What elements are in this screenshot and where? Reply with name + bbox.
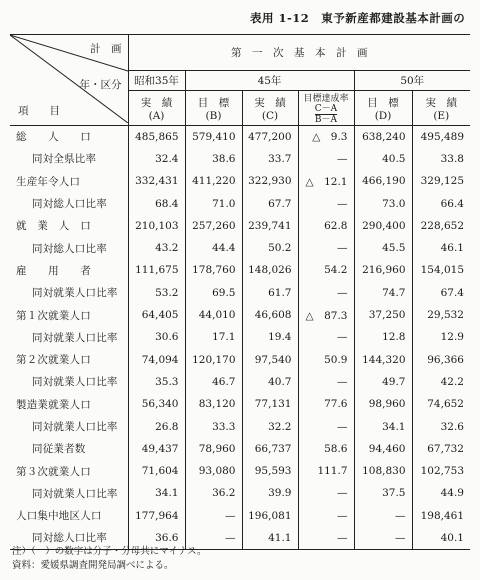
- cell-a: 332,431: [128, 170, 185, 192]
- row-label: 就 業 人 口: [16, 220, 91, 233]
- cell-c: 50.2: [242, 237, 298, 259]
- cell-d: —: [354, 527, 412, 549]
- cell-b: 257,260: [185, 215, 242, 237]
- cell-e: 40.1: [412, 527, 470, 549]
- cell-c: 32.2: [242, 415, 298, 437]
- cell-e: 67,732: [412, 438, 470, 460]
- cell-r: △ 87.3: [298, 304, 354, 326]
- header-col-c-code: (C): [261, 109, 279, 122]
- header-year-45: 45年: [185, 71, 354, 91]
- cell-d: 37,250: [354, 304, 412, 326]
- header-rate-fraction: [315, 104, 337, 125]
- table-row: [10, 460, 470, 482]
- cell-b: 579,410: [185, 126, 242, 148]
- cell-c: 148,026: [242, 259, 298, 281]
- cell-r: △ 9.3: [298, 126, 354, 148]
- table-row: [10, 482, 470, 504]
- header-rate-label: 目標達成率: [303, 94, 349, 104]
- row-label: 雇 用 者: [16, 264, 91, 277]
- header-col-d-type: 目 標: [367, 96, 399, 109]
- row-label: 同対全県比率: [32, 153, 97, 166]
- cell-c: 239,741: [242, 215, 298, 237]
- cell-e: 198,461: [412, 505, 470, 527]
- cell-e: 96,366: [412, 348, 470, 370]
- row-label: 同対就業人口比率: [32, 376, 118, 389]
- cell-e: 154,015: [412, 259, 470, 281]
- cell-b: 44.4: [185, 237, 242, 259]
- cell-b: 46.7: [185, 371, 242, 393]
- header-item-label: 項 目: [18, 105, 60, 117]
- cell-c: 77,131: [242, 393, 298, 415]
- cell-a: 49,437: [128, 438, 185, 460]
- cell-a: 68.4: [128, 192, 185, 214]
- table-row: [10, 438, 470, 460]
- cell-d: 466,190: [354, 170, 412, 192]
- cell-b: 83,120: [185, 393, 242, 415]
- cell-c: 322,930: [242, 170, 298, 192]
- row-label: 同従業者数: [32, 443, 86, 456]
- cell-r: 62.8: [298, 215, 354, 237]
- cell-b: 71.0: [185, 192, 242, 214]
- header-year-class-label: 年・区分: [79, 79, 122, 91]
- header-col-e-code: (E): [433, 109, 450, 122]
- cell-e: 228,652: [412, 215, 470, 237]
- table-body: [10, 126, 470, 550]
- cell-d: 94,460: [354, 438, 412, 460]
- header-year-50: 50年: [354, 71, 470, 91]
- cell-e: 46.1: [412, 237, 470, 259]
- table-row: [10, 304, 470, 326]
- cell-e: 74,652: [412, 393, 470, 415]
- table-row: [10, 237, 470, 259]
- cell-e: 495,489: [412, 126, 470, 148]
- cell-a: 210,103: [128, 215, 185, 237]
- row-label: 第１次就業人口: [16, 309, 91, 322]
- cell-e: 329,125: [412, 170, 470, 192]
- cell-c: 46,608: [242, 304, 298, 326]
- cell-e: 33.8: [412, 148, 470, 170]
- notes: [12, 545, 206, 573]
- row-label: 第２次就業人口: [16, 354, 91, 367]
- cell-r: 58.6: [298, 438, 354, 460]
- cell-r: —: [298, 527, 354, 549]
- cell-r: —: [298, 505, 354, 527]
- cell-c: 196,081: [242, 505, 298, 527]
- cell-c: 33.7: [242, 148, 298, 170]
- row-label: 総 人 口: [16, 131, 91, 144]
- table-row: [10, 415, 470, 437]
- cell-c: 66,737: [242, 438, 298, 460]
- cell-c: 39.9: [242, 482, 298, 504]
- cell-e: 66.4: [412, 192, 470, 214]
- row-label: 同対就業人口比率: [32, 331, 118, 344]
- cell-b: 69.5: [185, 282, 242, 304]
- header-col-e-type: 実 績: [425, 96, 457, 109]
- cell-c: 61.7: [242, 282, 298, 304]
- cell-r: —: [298, 192, 354, 214]
- cell-d: 49.7: [354, 371, 412, 393]
- cell-e: 42.2: [412, 371, 470, 393]
- plan-table: [10, 34, 470, 550]
- row-label: 同対総人口比率: [32, 532, 107, 545]
- table-row: [10, 126, 470, 148]
- cell-a: 36.6: [128, 527, 185, 549]
- cell-c: 97,540: [242, 348, 298, 370]
- cell-c: 95,593: [242, 460, 298, 482]
- table-row: [10, 259, 470, 281]
- cell-c: 40.7: [242, 371, 298, 393]
- table-row: [10, 505, 470, 527]
- cell-a: 30.6: [128, 326, 185, 348]
- cell-d: 12.8: [354, 326, 412, 348]
- cell-d: 108,830: [354, 460, 412, 482]
- cell-r: —: [298, 326, 354, 348]
- cell-d: 98,960: [354, 393, 412, 415]
- header-col-b-code: (B): [205, 109, 222, 122]
- header-rate-numerator: C－A: [314, 104, 338, 114]
- row-label: 同対総人口比率: [32, 242, 107, 255]
- table-row: [10, 282, 470, 304]
- table-row: [10, 371, 470, 393]
- cell-r: —: [298, 148, 354, 170]
- cell-a: 34.1: [128, 482, 185, 504]
- row-label: 同対就業人口比率: [32, 421, 118, 433]
- table-row: [10, 170, 470, 192]
- cell-r: 77.6: [298, 393, 354, 415]
- cell-a: 64,405: [128, 304, 185, 326]
- cell-a: 53.2: [128, 282, 185, 304]
- row-label: 同対就業人口比率: [32, 487, 118, 500]
- row-label: 製造業就業人口: [16, 398, 91, 411]
- table-row: [10, 393, 470, 415]
- cell-r: 54.2: [298, 259, 354, 281]
- cell-r: △ 12.1: [298, 170, 354, 192]
- row-label: 同対総人口比率: [32, 198, 107, 211]
- cell-d: 37.5: [354, 482, 412, 504]
- cell-b: 17.1: [185, 326, 242, 348]
- header-rate-denominator: B－A: [314, 115, 338, 125]
- cell-d: 290,400: [354, 215, 412, 237]
- row-label: 人口集中地区人口: [16, 510, 102, 523]
- cell-b: 33.3: [185, 415, 242, 437]
- cell-e: 29,532: [412, 304, 470, 326]
- cell-c: 477,200: [242, 126, 298, 148]
- header-col-a-code: (A): [148, 109, 165, 122]
- cell-b: 78,960: [185, 438, 242, 460]
- cell-b: 411,220: [185, 170, 242, 192]
- cell-a: 43.2: [128, 237, 185, 259]
- cell-r: —: [298, 415, 354, 437]
- cell-r: —: [298, 482, 354, 504]
- header-year-s35: 昭和35年: [128, 71, 185, 91]
- table-title: 表用 1-12 東予新産都建設基本計画の: [250, 11, 466, 25]
- cell-b: 44,010: [185, 304, 242, 326]
- cell-r: 111.7: [298, 460, 354, 482]
- header-first-plan: 第 一 次 基 本 計 画: [128, 35, 470, 71]
- header-col-d-code: (D): [374, 109, 392, 122]
- cell-a: 111,675: [128, 259, 185, 281]
- cell-d: 40.5: [354, 148, 412, 170]
- cell-a: 35.3: [128, 371, 185, 393]
- cell-b: —: [185, 527, 242, 549]
- row-label: 第３次就業人口: [16, 465, 91, 478]
- cell-a: 32.4: [128, 148, 185, 170]
- header-col-d: [354, 91, 412, 126]
- cell-d: 216,960: [354, 259, 412, 281]
- cell-b: 120,170: [185, 348, 242, 370]
- header-col-b-type: 目 標: [197, 96, 230, 109]
- cell-e: 44.9: [412, 482, 470, 504]
- cell-a: 74,094: [128, 348, 185, 370]
- header-col-a: [128, 91, 185, 126]
- note-line: 資料：愛媛県調査開発局調べによる。: [12, 560, 174, 571]
- header-col-a-type: 実 績: [140, 96, 173, 109]
- cell-e: 67.4: [412, 282, 470, 304]
- cell-d: 45.5: [354, 237, 412, 259]
- cell-c: 19.4: [242, 326, 298, 348]
- cell-b: 93,080: [185, 460, 242, 482]
- cell-c: 67.7: [242, 192, 298, 214]
- table-row: [10, 192, 470, 214]
- cell-d: 34.1: [354, 415, 412, 437]
- header-col-c: [242, 91, 298, 126]
- cell-a: 177,964: [128, 505, 185, 527]
- cell-b: —: [185, 505, 242, 527]
- cell-d: 74.7: [354, 282, 412, 304]
- header-col-b: [185, 91, 242, 126]
- cell-d: 144,320: [354, 348, 412, 370]
- cell-c: 41.1: [242, 527, 298, 549]
- cell-d: —: [354, 505, 412, 527]
- cell-a: 56,340: [128, 393, 185, 415]
- cell-d: 638,240: [354, 126, 412, 148]
- cell-b: 36.2: [185, 482, 242, 504]
- header-plan-label: 計 画: [90, 43, 122, 55]
- cell-r: —: [298, 371, 354, 393]
- cell-e: 102,753: [412, 460, 470, 482]
- cell-e: 12.9: [412, 326, 470, 348]
- cell-e: 32.6: [412, 415, 470, 437]
- row-label: 同対就業人口比率: [32, 287, 118, 300]
- header-col-c-type: 実 績: [254, 96, 286, 109]
- cell-a: 485,865: [128, 126, 185, 148]
- table-row: [10, 326, 470, 348]
- table-row: [10, 348, 470, 370]
- row-label: 生産年令人口: [16, 175, 81, 188]
- cell-b: 178,760: [185, 259, 242, 281]
- cell-r: 50.9: [298, 348, 354, 370]
- cell-a: 26.8: [128, 415, 185, 437]
- note-line: 注）（ ）の数字は分子・分母共にマイナス。: [12, 546, 207, 557]
- cell-d: 73.0: [354, 192, 412, 214]
- table-row: [10, 215, 470, 237]
- header-diagonal-cell: [10, 35, 128, 126]
- cell-r: —: [298, 237, 354, 259]
- cell-b: 38.6: [185, 148, 242, 170]
- table-row: [10, 148, 470, 170]
- header-col-e: [412, 91, 470, 126]
- cell-r: —: [298, 282, 354, 304]
- cell-a: 71,604: [128, 460, 185, 482]
- header-col-rate: [298, 91, 354, 126]
